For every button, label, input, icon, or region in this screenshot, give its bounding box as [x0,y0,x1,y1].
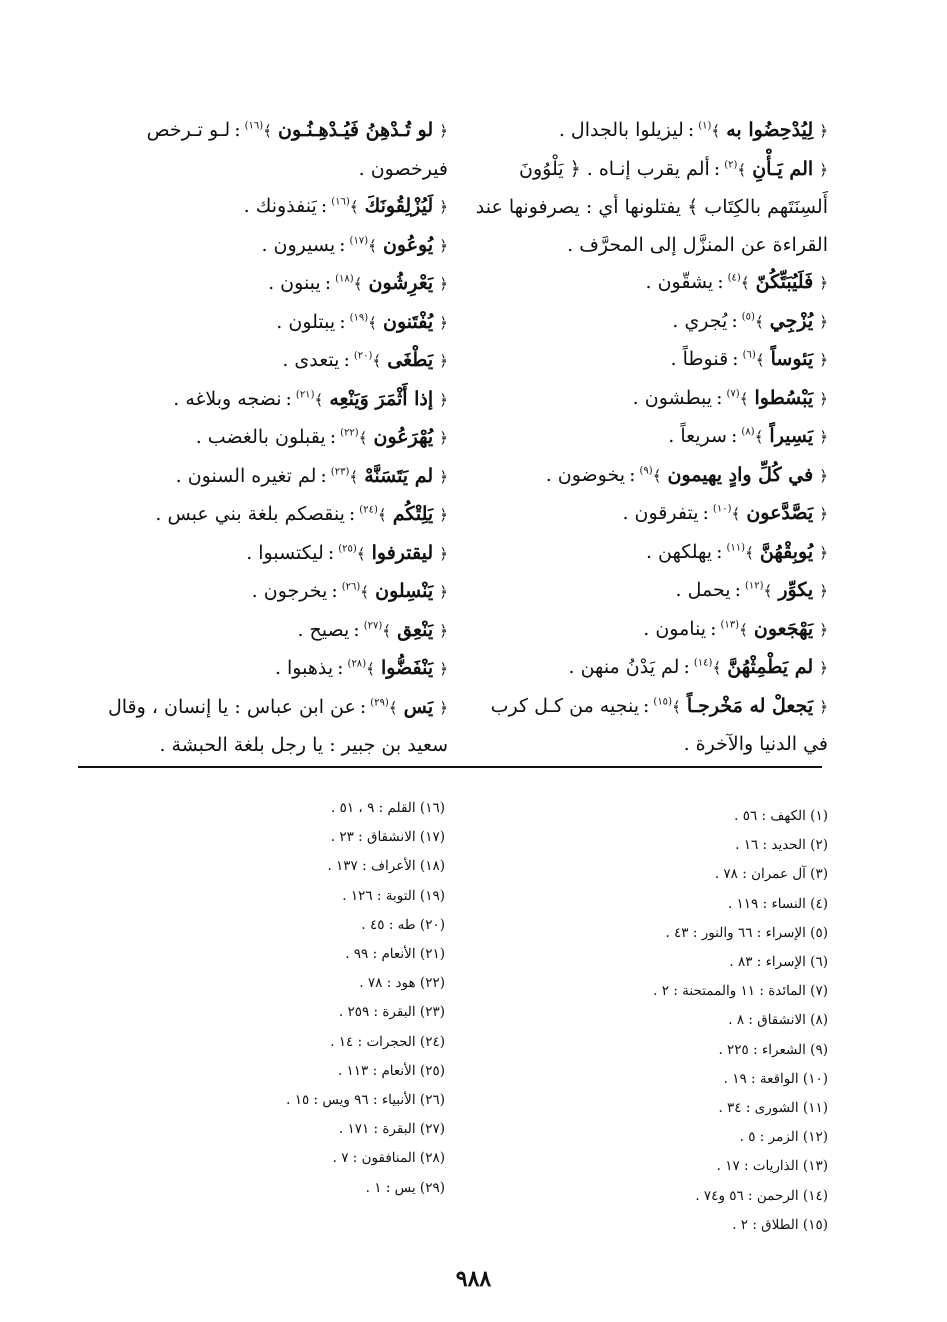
footnote-ref: (٢٤) [359,504,378,516]
footnote: (٢٠) طه : ٤٥ . [361,916,445,933]
footnote-ref: (٤) [727,272,741,284]
entry-term: الم يَـأْنِ [752,157,814,180]
glossary-entry: ﴿ الم يَـأْنِ ﴾$^{(٢)}$:ألم يقرب إنـاه . ﴿ يَلْوُونَ أَلسِنَتَهم بالكِتَاب ﴾ يفتلونها أي : يصرفونها عند القراءة عن المنزَّل إلى المحرَّف . [475,157,828,256]
entry-definition: لم يَدْنُ منهن . [568,656,680,678]
footnote: (١) الكهف : ٥٦ . [734,808,828,824]
glossary-entry: ﴿ يَبْسُطوا ﴾$^{(٧)}$:يبطشون . [632,386,828,409]
footnotes-right [560,802,828,1240]
entry-definition: يحمل . [675,579,731,601]
footnote: (٥) الإسراء : ٦٦ والنور : ٤٣ . [665,924,828,941]
footnote-ref: (٢١) [295,389,315,401]
entry-definition: يخوضون . [545,463,626,486]
footnote: (٩) الشعراء : ٢٢٥ . [718,1041,828,1058]
glossary-column-right [468,112,828,764]
entry-term: في كُلِّ وادٍ يهيمون [667,463,814,486]
entry-definition: يقبلون بالغضب . [195,426,326,448]
glossary-entry: ﴿ يَنْعِق ﴾$^{(٢٧)}$:يصيح . [297,618,448,641]
glossary-entry: ﴿ فَلَيُبَتِّكُنّ ﴾$^{(٤)}$:يشقّون . [645,271,828,293]
glossary-entry: ﴿ في كُلِّ وادٍ يهيمون ﴾$^{(٩)}$:يخوضون . [545,463,828,486]
glossary-entry: ﴿ يَئوساً ﴾$^{(٦)}$:قنوطاً . [670,348,828,370]
entry-term: لِيُدْحِضُوا به [726,119,814,141]
footnote: (١٢) الزمر : ٥ . [739,1129,828,1146]
glossary-entry: ﴿ يَنْفَضُّوا ﴾$^{(٢٨)}$:يذهبوا . [274,657,448,679]
footnote-ref: (٩) [639,465,653,477]
entry-term: يَس [403,695,434,718]
entry-definition: لم تغيره السنون . [175,464,317,487]
footnote: (٧) المائدة : ١١ والممتحنة : ٢ . [653,983,828,1000]
entry-term: يَنْفَضُّوا [380,657,434,679]
entry-term: لم يَتَسَنَّهْ [364,464,434,487]
entry-term: يَنْسِلون [375,580,434,602]
entry-definition: يُجري . [672,309,728,332]
glossary-column-left [78,112,448,765]
footnote: (٦) الإسراء : ٨٣ . [729,954,828,971]
footnote: (٢٩) يس : ١ . [365,1179,445,1196]
entry-term: ليقترفوا [371,541,434,564]
entry-term: يُهْرَعُون [373,426,434,448]
entry-definition: يشقّون . [645,271,714,293]
footnote: (١٤) الرحمن : ٥٦ و٧٤ . [695,1187,828,1204]
entry-term: يُوعُون [382,233,434,256]
entry-definition: يبطشون . [632,386,713,409]
glossary-entry: ﴿ يَعْرِشُون ﴾$^{(١٨)}$:يبنون . [268,272,448,294]
footnote: (٢١) الأنعام : ٩٩ . [345,946,445,963]
glossary-entry: ﴿ يَطْغَى ﴾$^{(٢٠)}$:يتعدى . [282,349,448,371]
entry-definition: ينجيه من كـل كرب في الدنيا والآخرة . [490,694,828,755]
footnote: (١٦) القلم : ٩ ، ٥١ . [331,800,445,816]
footnote-ref: (٨) [741,426,755,438]
footnote: (١٧) الانشقاق : ٢٣ . [330,829,445,846]
entry-term: يَصَّدَّعون [746,502,814,524]
footnote-ref: (١٤) [693,657,713,669]
page-number: ٩٨٨ [455,1266,492,1292]
entry-term: يُزْجِي [769,309,814,332]
entry-definition: يتعدى . [282,349,340,371]
footnote: (٣) آل عمران : ٧٨ . [714,866,828,883]
footnote-ref: (١٥) [653,696,672,708]
footnote: (١٥) الطلاق : ٢ . [732,1216,828,1233]
entry-term: يَنْعِق [397,618,434,641]
glossary-entry: ﴿ لم يَتَسَنَّهْ ﴾$^{(٢٣)}$:لم تغيره السنون . [175,464,448,487]
footnote-ref: (١١) [726,542,746,554]
glossary-entry: ﴿ لم يَطْمِثْهُنَّ ﴾$^{(١٤)}$:لم يَدْنُ منهن . [568,656,828,678]
entry-term: يَعْرِشُون [368,272,434,294]
footnote-ref: (١٦) [244,120,264,132]
entry-term: يُوبِقْهُنَّ [759,540,814,563]
glossary-entry: ﴿ لو تُـدْهِنُ فَيُـدْهِـنُـون ﴾$^{(١٦)}$:لـو تـرخص فيرخصون . [146,119,448,180]
footnote-ref: (٥) [741,311,755,323]
entry-definition: عن ابن عباس : يا إنسان ، وقال سعيد بن جبير : يا رجل بلغة الحبشة . [107,695,448,756]
entry-definition: يصيح . [297,618,350,641]
footnote: (٢٥) الأنعام : ١١٣ . [337,1062,445,1079]
entry-definition: لـو تـرخص فيرخصون . [146,119,448,180]
glossary-entry: ﴿ يَجعلْ له مَخْرجـاً ﴾$^{(١٥)}$:ينجيه من كـل كرب في الدنيا والآخرة . [490,694,828,755]
footnote: (١١) الشورى : ٣٤ . [718,1100,828,1117]
entry-definition: نضجه وبلاغه . [173,387,282,410]
entry-term: يَبْسُطوا [754,386,814,409]
entry-definition: ينقصكم بلغة بني عبس . [155,503,345,525]
glossary-entry: ﴿ يُوبِقْهُنَّ ﴾$^{(١١)}$:يهلكهن . [645,540,828,563]
footnote: (٢) الحديد : ١٦ . [735,837,828,854]
footnote: (٢٦) الأنبياء : ٩٦ ويس : ١٥ . [286,1092,445,1109]
glossary-entry: ﴿ ليقترفوا ﴾$^{(٢٥)}$:ليكتسبوا . [246,541,448,564]
entry-definition: يذهبوا . [274,657,334,679]
glossary-entry: ﴿ يُهْرَعُون ﴾$^{(٢٢)}$:يقبلون بالغضب . [195,426,448,448]
glossary-entry: ﴿ يَلِتْكُم ﴾$^{(٢٤)}$:ينقصكم بلغة بني عبس . [155,503,448,525]
entry-definition: يهلكهن . [645,540,713,563]
footnote-ref: (٢٨) [347,658,367,670]
entry-term: إذا أَثْمَرَ وَيَنْعِه [329,387,434,410]
footnote-ref: (١٩) [349,312,369,324]
footnote-ref: (٢٣) [330,466,350,478]
entry-definition: يبنون . [268,272,321,294]
footnote: (١٠) الواقعة : ١٩ . [723,1070,828,1087]
entry-definition: يخرجون . [251,580,328,602]
glossary-entry: ﴿ يُزْجِي ﴾$^{(٥)}$:يُجري . [672,309,828,332]
footnote-ref: (١٨) [335,273,354,285]
footnotes-left [200,794,445,1203]
glossary-entry: ﴿ يَصَّدَّعون ﴾$^{(١٠)}$:يتفرقون . [622,502,828,524]
footnote-ref: (٢٥) [338,543,357,555]
entry-term: يَسِيراً [769,425,814,447]
footnote-ref: (١٣) [720,619,740,631]
footnote-ref: (٢٦) [341,581,361,593]
footnote-ref: (١٢) [744,580,764,592]
footnote-ref: (١٦) [331,196,350,208]
footnote: (٨) الانشقاق : ٨ . [728,1012,828,1029]
footnote-ref: (٢٧) [363,620,383,632]
entry-term: يَهْجَعون [753,617,814,640]
footnote: (٤) النساء : ١١٩ . [727,895,828,912]
footnote-ref: (٢٠) [353,350,373,362]
footnote-ref: (٢٩) [370,697,389,709]
footnote: (٢٢) هود : ٧٨ . [359,975,445,992]
footnote: (١٣) الذاريات : ١٧ . [716,1158,828,1175]
entry-definition: قنوطاً . [670,348,729,370]
footnote-ref: (١٠) [712,503,732,515]
entry-term: يكوِّر [778,579,814,601]
entry-term: فَلَيُبَتِّكُنّ [755,271,814,293]
footnote: (٢٣) البقرة : ٢٥٩ . [338,1004,445,1021]
footnote-ref: (٧) [726,388,740,400]
entry-definition: يتفرقون . [622,502,699,524]
glossary-entry: ﴿ يَنْسِلون ﴾$^{(٢٦)}$:يخرجون . [251,580,448,602]
footnote-ref: (٢٢) [340,427,359,439]
entry-term: يَلِتْكُم [392,503,434,525]
glossary-entry: ﴿ يكوِّر ﴾$^{(١٢)}$:يحمل . [675,579,828,601]
glossary-entry: ﴿ يَهْجَعون ﴾$^{(١٣)}$:ينامون . [643,617,828,640]
glossary-entry: ﴿ لِيُدْحِضُوا به ﴾$^{(١)}$:ليزيلوا بالجدال . [558,119,828,141]
footnote-ref: (١) [698,120,712,132]
entry-term: يَجعلْ له مَخْرجـاً [686,694,814,717]
entry-definition: ليكتسبوا . [246,541,324,564]
footnote: (١٩) التوبة : ١٢٦ . [342,887,445,904]
footnote-ref: (١٧) [349,235,369,247]
entry-definition: سريعاً . [668,425,727,447]
entry-definition: يسيرون . [261,233,336,256]
entry-term: يُفْتَنون [383,310,434,333]
footnote: (٢٤) الحجرات : ١٤ . [330,1033,445,1050]
footnote: (٢٧) البقرة : ١٧١ . [338,1121,445,1138]
glossary-entry: ﴿ يَسِيراً ﴾$^{(٨)}$:سريعاً . [668,425,828,447]
entry-definition: ألم يقرب إنـاه . ﴿ يَلْوُونَ أَلسِنَتَهم بالكِتَاب ﴾ يفتلونها أي : يصرفونها عند القراءة عن المنزَّل إلى المحرَّف . [475,157,828,256]
entry-term: لو تُـدْهِنُ فَيُـدْهِـنُـون [278,119,434,141]
glossary-entry: ﴿ يَس ﴾$^{(٢٩)}$:عن ابن عباس : يا إنسان ، وقال سعيد بن جبير : يا رجل بلغة الحبشة . [107,695,448,756]
entry-term: لم يَطْمِثْهُنَّ [727,656,814,678]
glossary-entry: ﴿ إذا أَثْمَرَ وَيَنْعِه ﴾$^{(٢١)}$:نضجه وبلاغه . [173,387,448,410]
entry-definition: يبتلون . [276,310,336,333]
footnote-ref: (٦) [742,349,756,361]
entry-term: لَيُزْلِقُونَكَ [364,195,434,217]
entry-term: يَطْغَى [387,349,434,371]
entry-definition: ليزيلوا بالجدال . [558,119,684,141]
glossary-entry: ﴿ يُفْتَنون ﴾$^{(١٩)}$:يبتلون . [276,310,448,333]
entry-definition: يَنفذونك . [243,195,317,217]
glossary-entry: ﴿ لَيُزْلِقُونَكَ ﴾$^{(١٦)}$:يَنفذونك . [243,195,448,217]
footnote-divider [78,766,822,768]
footnote: (٢٨) المنافقون : ٧ . [332,1150,445,1167]
entry-definition: ينامون . [643,617,707,640]
entry-term: يَئوساً [770,348,814,370]
footnote: (١٨) الأعراف : ١٣٧ . [327,858,445,875]
footnote-ref: (٢) [724,159,738,171]
glossary-entry: ﴿ يُوعُون ﴾$^{(١٧)}$:يسيرون . [261,233,448,256]
